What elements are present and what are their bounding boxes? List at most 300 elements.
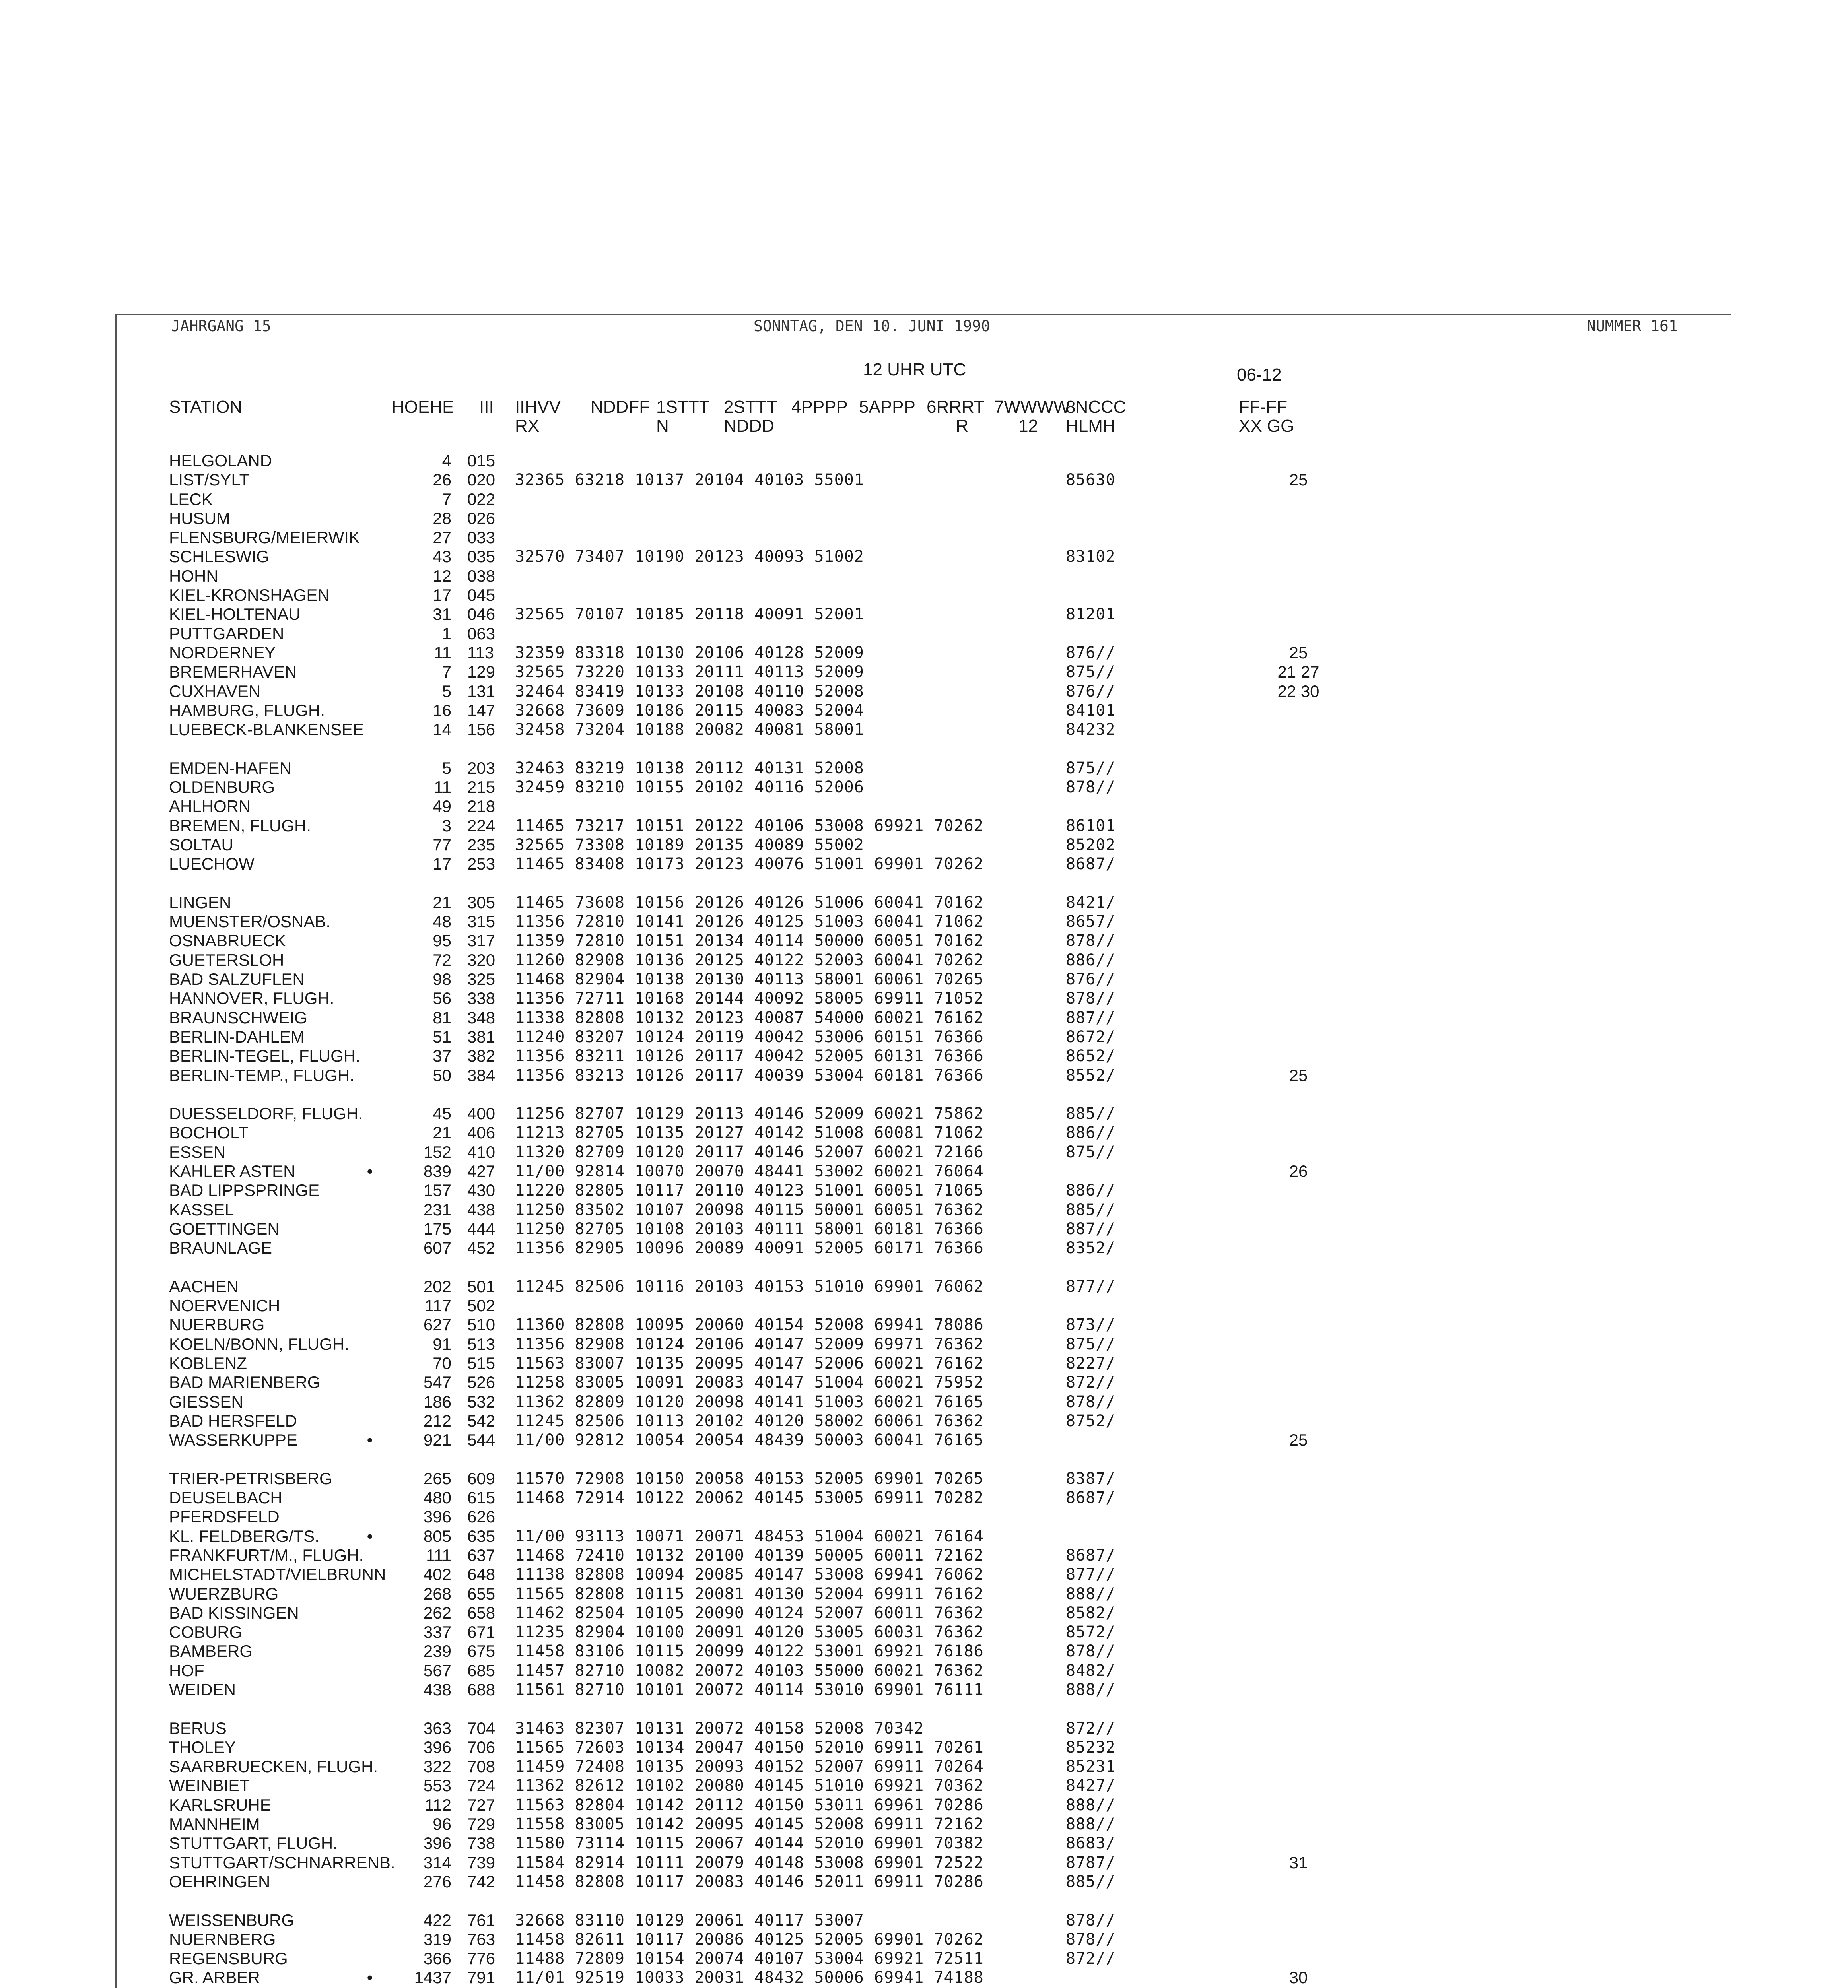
- cloud-group: 86101: [1066, 816, 1116, 835]
- station-name: SOLTAU: [169, 835, 233, 854]
- synop-groups: 11235 82904 10100 20091 40120 53005 60031 76362: [515, 1623, 984, 1642]
- date-label: SONNTAG, DEN 10. JUNI 1990: [754, 317, 990, 335]
- station-index: 063: [467, 624, 496, 643]
- station-index: 320: [467, 950, 496, 969]
- station-height: 157: [423, 1181, 451, 1200]
- station-height: 49: [433, 797, 451, 816]
- synop-groups: 11/00 92814 10070 20070 48441 53002 60021 76064: [515, 1162, 984, 1180]
- station-height: 56: [433, 989, 451, 1008]
- cloud-group: 876//: [1066, 682, 1116, 701]
- station-index: 348: [467, 1008, 496, 1027]
- cloud-group: 888//: [1066, 1584, 1116, 1603]
- station-name: KIEL-HOLTENAU: [169, 605, 301, 624]
- station-name: NOERVENICH: [169, 1296, 280, 1315]
- gust-value: 21 27: [1277, 662, 1319, 681]
- cloud-group: 886//: [1066, 1181, 1116, 1200]
- station-height: 396: [423, 1738, 451, 1757]
- station-name: KAHLER ASTEN: [169, 1161, 295, 1180]
- station-height: 1437: [414, 1968, 451, 1987]
- station-name: KOELN/BONN, FLUGH.: [169, 1334, 349, 1353]
- gust-value: 31: [1289, 1853, 1308, 1872]
- cloud-group: 8687/: [1066, 1489, 1116, 1507]
- station-index: 502: [467, 1296, 496, 1315]
- station-index: 305: [467, 893, 496, 912]
- station-index: 235: [467, 835, 496, 854]
- station-index: 156: [467, 720, 496, 739]
- station-index: 739: [467, 1853, 496, 1872]
- station-index: 338: [467, 989, 496, 1008]
- cloud-group: 8582/: [1066, 1604, 1116, 1622]
- station-name: KARLSRUHE: [169, 1795, 271, 1814]
- synop-groups: 32570 73407 10190 20123 40093 51002: [515, 547, 864, 566]
- cloud-group: 8683/: [1066, 1834, 1116, 1853]
- station-height: 27: [433, 528, 451, 547]
- cloud-group: 8482/: [1066, 1661, 1116, 1680]
- synop-groups: 11458 82808 10117 20083 40146 52011 69911 70286: [515, 1872, 984, 1891]
- cloud-group: 888//: [1066, 1815, 1116, 1834]
- station-name: OEHRINGEN: [169, 1872, 270, 1891]
- cloud-group: 8672/: [1066, 1027, 1116, 1046]
- station-height: 1: [442, 624, 451, 643]
- cloud-group: 8687/: [1066, 855, 1116, 874]
- cloud-group: 8421/: [1066, 893, 1116, 912]
- cloud-group: 872//: [1066, 1373, 1116, 1392]
- col-nddff: NDDFF: [591, 397, 650, 417]
- cloud-group: 885//: [1066, 1872, 1116, 1891]
- station-name: KIEL-KRONSHAGEN: [169, 586, 330, 605]
- synop-groups: 11/00 93113 10071 20071 48453 51004 60021 76164: [515, 1527, 984, 1545]
- station-name: LUEBECK-BLANKENSEE: [169, 720, 364, 739]
- synop-groups: 11561 82710 10101 20072 40114 53010 69901 76111: [515, 1681, 984, 1699]
- station-name: BAD MARIENBERG: [169, 1373, 321, 1392]
- station-name: BAD LIPPSPRINGE: [169, 1181, 320, 1200]
- station-height: 314: [423, 1853, 451, 1872]
- synop-groups: 11356 83213 10126 20117 40039 53004 60181 76366: [515, 1066, 984, 1085]
- station-height: 31: [433, 605, 451, 624]
- station-name: BAD KISSINGEN: [169, 1603, 299, 1622]
- station-index: 203: [467, 758, 496, 777]
- cloud-group: 81201: [1066, 605, 1116, 624]
- station-index: 532: [467, 1392, 496, 1411]
- station-name: BAD SALZUFLEN: [169, 970, 305, 989]
- synop-groups: 11458 83106 10115 20099 40122 53001 69921 76186: [515, 1642, 984, 1661]
- station-index: 315: [467, 912, 496, 931]
- station-index: 513: [467, 1334, 496, 1353]
- station-name: MICHELSTADT/VIELBRUNN: [169, 1565, 386, 1584]
- station-index: 776: [467, 1949, 496, 1968]
- station-index: 724: [467, 1776, 496, 1795]
- cloud-group: 887//: [1066, 1008, 1116, 1027]
- station-height: 186: [423, 1392, 451, 1411]
- station-name: AACHEN: [169, 1277, 239, 1296]
- station-height: 627: [423, 1315, 451, 1334]
- cloud-group: 85202: [1066, 835, 1116, 854]
- col-1sttt: 1STTT N: [656, 397, 710, 436]
- synop-groups: 11359 72810 10151 20134 40114 50000 60051 70162: [515, 932, 984, 950]
- station-name: BERLIN-TEMP., FLUGH.: [169, 1066, 354, 1085]
- cloud-group: 83102: [1066, 547, 1116, 566]
- station-name: COBURG: [169, 1623, 243, 1642]
- station-height: 396: [423, 1834, 451, 1853]
- station-name: GOETTINGEN: [169, 1219, 280, 1238]
- synop-groups: 11468 82904 10138 20130 40113 58001 60061 70265: [515, 970, 984, 989]
- observation-time: 12 UHR UTC: [863, 360, 966, 379]
- station-name: LINGEN: [169, 893, 231, 912]
- station-height: 14: [433, 720, 451, 739]
- mountain-marker: •: [367, 1968, 373, 1987]
- cloud-group: 85232: [1066, 1738, 1116, 1757]
- station-height: 5: [442, 681, 451, 701]
- gust-value: 25: [1289, 643, 1308, 662]
- station-index: 637: [467, 1545, 496, 1565]
- station-height: 212: [423, 1411, 451, 1430]
- station-height: 117: [425, 1296, 451, 1315]
- station-index: 791: [467, 1968, 496, 1987]
- station-height: 265: [423, 1469, 451, 1488]
- gust-value: 30: [1289, 1968, 1308, 1987]
- station-name: EMDEN-HAFEN: [169, 758, 292, 777]
- cloud-group: 877//: [1066, 1277, 1116, 1296]
- synop-groups: 11/00 92812 10054 20054 48439 50003 60041 76165: [515, 1431, 984, 1450]
- station-height: 438: [423, 1680, 451, 1699]
- station-index: 452: [467, 1239, 496, 1258]
- station-index: 147: [467, 701, 496, 720]
- cloud-group: 872//: [1066, 1719, 1116, 1738]
- station-index: 738: [467, 1834, 496, 1853]
- station-index: 022: [467, 489, 496, 509]
- station-index: 704: [467, 1718, 496, 1738]
- synop-groups: 11356 82905 10096 20089 40091 52005 60171 76366: [515, 1239, 984, 1258]
- cloud-group: 878//: [1066, 1930, 1116, 1949]
- station-height: 3: [442, 816, 451, 835]
- cloud-group: 885//: [1066, 1105, 1116, 1123]
- station-name: BRAUNLAGE: [169, 1239, 272, 1258]
- synop-groups: 32464 83419 10133 20108 40110 52008: [515, 682, 864, 701]
- cloud-group: 84232: [1066, 720, 1116, 739]
- station-name: NUERBURG: [169, 1315, 265, 1334]
- synop-groups: 11245 82506 10113 20102 40120 58002 60061 76362: [515, 1411, 984, 1430]
- cloud-group: 8787/: [1066, 1853, 1116, 1872]
- station-name: KOBLENZ: [169, 1353, 247, 1373]
- station-height: 21: [433, 1123, 451, 1142]
- station-height: 396: [423, 1507, 451, 1526]
- station-index: 626: [467, 1507, 496, 1526]
- station-name: DEUSELBACH: [169, 1488, 282, 1507]
- station-name: KL. FELDBERG/TS.: [169, 1526, 320, 1545]
- synop-groups: 32365 63218 10137 20104 40103 55001: [515, 471, 864, 489]
- synop-groups: 11360 82808 10095 20060 40154 52008 69941 78086: [515, 1316, 984, 1334]
- station-name: HAMBURG, FLUGH.: [169, 701, 325, 720]
- station-name: HOF: [169, 1661, 204, 1680]
- col-ffff: FF-FF XX GG: [1239, 397, 1294, 436]
- mountain-marker: •: [367, 1526, 373, 1545]
- col-6rrrt: 6RRRT R: [927, 397, 985, 436]
- synop-groups: 32565 73308 10189 20135 40089 55002: [515, 835, 864, 854]
- station-name: BRAUNSCHWEIG: [169, 1008, 307, 1027]
- station-height: 77: [433, 835, 451, 854]
- station-height: 239: [423, 1642, 451, 1661]
- cloud-group: 8427/: [1066, 1776, 1116, 1795]
- col-2sttt: 2STTT NDDD: [724, 397, 777, 436]
- station-height: 402: [423, 1565, 451, 1584]
- synop-groups: 11458 82611 10117 20086 40125 52005 69901 70262: [515, 1930, 984, 1949]
- station-name: GR. ARBER: [169, 1968, 260, 1987]
- station-height: 567: [423, 1661, 451, 1680]
- cloud-group: 8552/: [1066, 1066, 1116, 1085]
- synop-groups: 11563 83007 10135 20095 40147 52006 60021 76162: [515, 1354, 984, 1373]
- station-index: 438: [467, 1200, 496, 1219]
- station-name: LUECHOW: [169, 854, 255, 874]
- station-index: 708: [467, 1757, 496, 1776]
- station-index: 675: [467, 1642, 496, 1661]
- station-index: 015: [467, 451, 496, 470]
- station-index: 526: [467, 1373, 496, 1392]
- cloud-group: 84101: [1066, 701, 1116, 720]
- station-height: 37: [433, 1046, 451, 1066]
- synop-groups: 11465 83408 10173 20123 40076 51001 69901 70262: [515, 855, 984, 874]
- station-index: 444: [467, 1219, 496, 1238]
- synop-groups: 11565 72603 10134 20047 40150 52010 69911 70261: [515, 1738, 984, 1757]
- station-height: 26: [433, 470, 451, 489]
- station-height: 276: [423, 1872, 451, 1891]
- station-name: PUTTGARDEN: [169, 624, 284, 643]
- synop-groups: 11338 82808 10132 20123 40087 54000 60021 76162: [515, 1008, 984, 1027]
- cloud-group: 875//: [1066, 1143, 1116, 1161]
- station-height: 98: [433, 970, 451, 989]
- cloud-group: 876//: [1066, 970, 1116, 989]
- station-name: FRANKFURT/M., FLUGH.: [169, 1545, 364, 1565]
- station-index: 671: [467, 1623, 496, 1642]
- station-height: 43: [433, 547, 451, 566]
- station-height: 547: [423, 1373, 451, 1392]
- station-index: 253: [467, 854, 496, 874]
- gust-period: 06-12: [1237, 365, 1282, 384]
- station-index: 729: [467, 1815, 496, 1834]
- cloud-group: 8657/: [1066, 912, 1116, 931]
- station-index: 113: [467, 643, 494, 662]
- station-height: 363: [423, 1718, 451, 1738]
- cloud-group: 886//: [1066, 1124, 1116, 1142]
- gust-value: 22 30: [1277, 681, 1319, 701]
- synop-groups: 11362 82809 10120 20098 40141 51003 60021 76165: [515, 1392, 984, 1411]
- station-name: HELGOLAND: [169, 451, 272, 470]
- station-name: WEINBIET: [169, 1776, 250, 1795]
- synop-groups: 11462 82504 10105 20090 40124 52007 60011 76362: [515, 1604, 984, 1622]
- station-index: 317: [467, 931, 496, 950]
- synop-groups: 32565 70107 10185 20118 40091 52001: [515, 605, 864, 624]
- station-name: WASSERKUPPE: [169, 1431, 297, 1450]
- station-index: 218: [467, 797, 496, 816]
- col-station: STATION: [169, 397, 243, 417]
- station-name: TRIER-PETRISBERG: [169, 1469, 332, 1488]
- station-name: WEISSENBURG: [169, 1910, 295, 1930]
- station-index: 688: [467, 1680, 496, 1699]
- synop-groups: 11465 73217 10151 20122 40106 53008 69921 70262: [515, 816, 984, 835]
- cloud-group: 878//: [1066, 932, 1116, 950]
- station-index: 510: [467, 1315, 496, 1334]
- station-height: 422: [423, 1910, 451, 1930]
- station-height: 12: [433, 566, 451, 585]
- cloud-group: 886//: [1066, 951, 1116, 969]
- synop-groups: 11457 82710 10082 20072 40103 55000 60021 76362: [515, 1661, 984, 1680]
- station-name: OLDENBURG: [169, 778, 275, 797]
- station-name: PFERDSFELD: [169, 1507, 280, 1526]
- station-name: LECK: [169, 489, 213, 509]
- station-height: 202: [423, 1277, 451, 1296]
- station-index: 648: [467, 1565, 496, 1584]
- synop-groups: 32668 73609 10186 20115 40083 52004: [515, 701, 864, 720]
- station-index: 131: [467, 681, 496, 701]
- station-index: 381: [467, 1027, 496, 1046]
- station-height: 16: [433, 701, 451, 720]
- station-name: HANNOVER, FLUGH.: [169, 989, 334, 1008]
- station-height: 111: [426, 1545, 451, 1565]
- cloud-group: 8687/: [1066, 1546, 1116, 1565]
- station-index: 224: [467, 816, 496, 835]
- synop-groups: 11580 73114 10115 20067 40144 52010 69901 70382: [515, 1834, 984, 1853]
- station-name: DUESSELDORF, FLUGH.: [169, 1104, 363, 1123]
- cloud-group: 872//: [1066, 1949, 1116, 1968]
- station-height: 17: [433, 854, 451, 874]
- cloud-group: 878//: [1066, 1642, 1116, 1661]
- synop-groups: 11138 82808 10094 20085 40147 53008 69941 76062: [515, 1565, 984, 1584]
- station-height: 70: [433, 1353, 451, 1373]
- station-height: 4: [442, 451, 451, 470]
- gust-value: 25: [1289, 470, 1308, 489]
- station-height: 231: [423, 1200, 451, 1219]
- station-index: 501: [467, 1277, 496, 1296]
- synop-groups: 11563 82804 10142 20112 40150 53011 69961 70286: [515, 1796, 984, 1814]
- station-index: 406: [467, 1123, 496, 1142]
- station-height: 11: [434, 778, 451, 797]
- station-height: 7: [442, 489, 451, 509]
- station-name: NORDERNEY: [169, 643, 276, 662]
- station-name: STUTTGART, FLUGH.: [169, 1834, 338, 1853]
- synop-groups: 11258 83005 10091 20083 40147 51004 60021 75952: [515, 1373, 984, 1392]
- station-index: 706: [467, 1738, 496, 1757]
- mountain-marker: •: [367, 1161, 373, 1180]
- station-index: 026: [467, 509, 496, 528]
- station-name: FLENSBURG/MEIERWIK: [169, 528, 360, 547]
- station-index: 045: [467, 586, 496, 605]
- station-index: 763: [467, 1930, 496, 1949]
- synop-groups: 32459 83210 10155 20102 40116 52006: [515, 778, 864, 797]
- station-name: AHLHORN: [169, 797, 251, 816]
- station-name: BAMBERG: [169, 1642, 253, 1661]
- station-name: NUERNBERG: [169, 1930, 276, 1949]
- station-index: 761: [467, 1910, 496, 1930]
- synop-groups: 11260 82908 10136 20125 40122 52003 60041 70262: [515, 951, 984, 969]
- synop-groups: 11465 73608 10156 20126 40126 51006 60041 70162: [515, 893, 984, 912]
- cloud-group: 888//: [1066, 1681, 1116, 1699]
- station-name: BOCHOLT: [169, 1123, 249, 1142]
- gust-value: 25: [1289, 1431, 1308, 1450]
- col-4pppp: 4PPPP: [791, 397, 848, 417]
- synop-groups: 11356 72810 10141 20126 40125 51003 60041 71062: [515, 912, 984, 931]
- col-ihvv: IIHVV RX: [515, 397, 561, 436]
- station-name: BERLIN-TEGEL, FLUGH.: [169, 1046, 360, 1066]
- synop-groups: 11250 82705 10108 20103 40111 58001 60181 76366: [515, 1219, 984, 1238]
- station-name: MUENSTER/OSNAB.: [169, 912, 331, 931]
- station-height: 366: [423, 1949, 451, 1968]
- station-height: 81: [433, 1008, 451, 1027]
- station-name: SAARBRUECKEN, FLUGH.: [169, 1757, 378, 1776]
- station-name: BERUS: [169, 1718, 227, 1738]
- cloud-group: 8352/: [1066, 1239, 1116, 1258]
- cloud-group: 875//: [1066, 759, 1116, 777]
- station-name: OSNABRUECK: [169, 931, 286, 950]
- station-height: 21: [433, 893, 451, 912]
- synop-groups: 32668 83110 10129 20061 40117 53007: [515, 1911, 864, 1930]
- synop-groups: 32565 73220 10133 20111 40113 52009: [515, 663, 864, 681]
- cloud-group: 887//: [1066, 1219, 1116, 1238]
- station-name: BREMERHAVEN: [169, 662, 297, 681]
- station-height: 319: [423, 1930, 451, 1949]
- station-index: 325: [467, 970, 496, 989]
- station-height: 607: [423, 1239, 451, 1258]
- synop-groups: 11356 72711 10168 20144 40092 58005 69911 71052: [515, 989, 984, 1008]
- station-name: GUETERSLOH: [169, 950, 284, 969]
- cloud-group: 878//: [1066, 1392, 1116, 1411]
- issue-number: NUMMER 161: [1587, 317, 1678, 335]
- cloud-group: 885//: [1066, 1200, 1116, 1219]
- station-name: STUTTGART/SCHNARRENB.: [169, 1853, 395, 1872]
- station-height: 480: [423, 1488, 451, 1507]
- station-index: 410: [467, 1142, 496, 1161]
- station-name: GIESSEN: [169, 1392, 243, 1411]
- station-height: 50: [433, 1066, 451, 1085]
- cloud-group: 8652/: [1066, 1047, 1116, 1066]
- station-index: 129: [467, 662, 496, 681]
- synop-groups: 11356 83211 10126 20117 40042 52005 60131 76366: [515, 1047, 984, 1066]
- station-index: 635: [467, 1526, 496, 1545]
- station-name: CUXHAVEN: [169, 681, 261, 701]
- station-height: 95: [433, 931, 451, 950]
- station-index: 430: [467, 1181, 496, 1200]
- synop-groups: 11459 72408 10135 20093 40152 52007 69911 70264: [515, 1757, 984, 1776]
- station-height: 839: [423, 1161, 451, 1180]
- cloud-group: 85231: [1066, 1757, 1116, 1776]
- station-name: LIST/SYLT: [169, 470, 250, 489]
- synop-groups: 11468 72410 10132 20100 40139 50005 60011 72162: [515, 1546, 984, 1565]
- synop-groups: 11584 82914 10111 20079 40148 53008 69901 72522: [515, 1853, 984, 1872]
- station-height: 96: [433, 1815, 451, 1834]
- synop-groups: 32458 73204 10188 20082 40081 58001: [515, 720, 864, 739]
- station-height: 91: [433, 1334, 451, 1353]
- col-height: HOEHE: [392, 397, 454, 417]
- station-index: 542: [467, 1411, 496, 1430]
- station-name: BAD HERSFELD: [169, 1411, 297, 1430]
- synop-groups: 11213 82705 10135 20127 40142 51008 60081 71062: [515, 1124, 984, 1142]
- station-height: 45: [433, 1104, 451, 1123]
- cloud-group: 8227/: [1066, 1354, 1116, 1373]
- station-height: 5: [442, 758, 451, 777]
- station-index: 685: [467, 1661, 496, 1680]
- cloud-group: 875//: [1066, 663, 1116, 681]
- station-height: 51: [433, 1027, 451, 1046]
- cloud-group: 877//: [1066, 1565, 1116, 1584]
- station-name: HUSUM: [169, 509, 230, 528]
- station-name: HOHN: [169, 566, 218, 585]
- mountain-marker: •: [367, 1431, 373, 1450]
- synop-groups: 11320 82709 10120 20117 40146 52007 60021 72166: [515, 1143, 984, 1161]
- cloud-group: 873//: [1066, 1316, 1116, 1334]
- station-index: 655: [467, 1584, 496, 1603]
- station-index: 020: [467, 470, 496, 489]
- station-index: 400: [467, 1104, 496, 1123]
- synop-groups: 11570 72908 10150 20058 40153 52005 69901 70265: [515, 1469, 984, 1488]
- station-height: 337: [423, 1623, 451, 1642]
